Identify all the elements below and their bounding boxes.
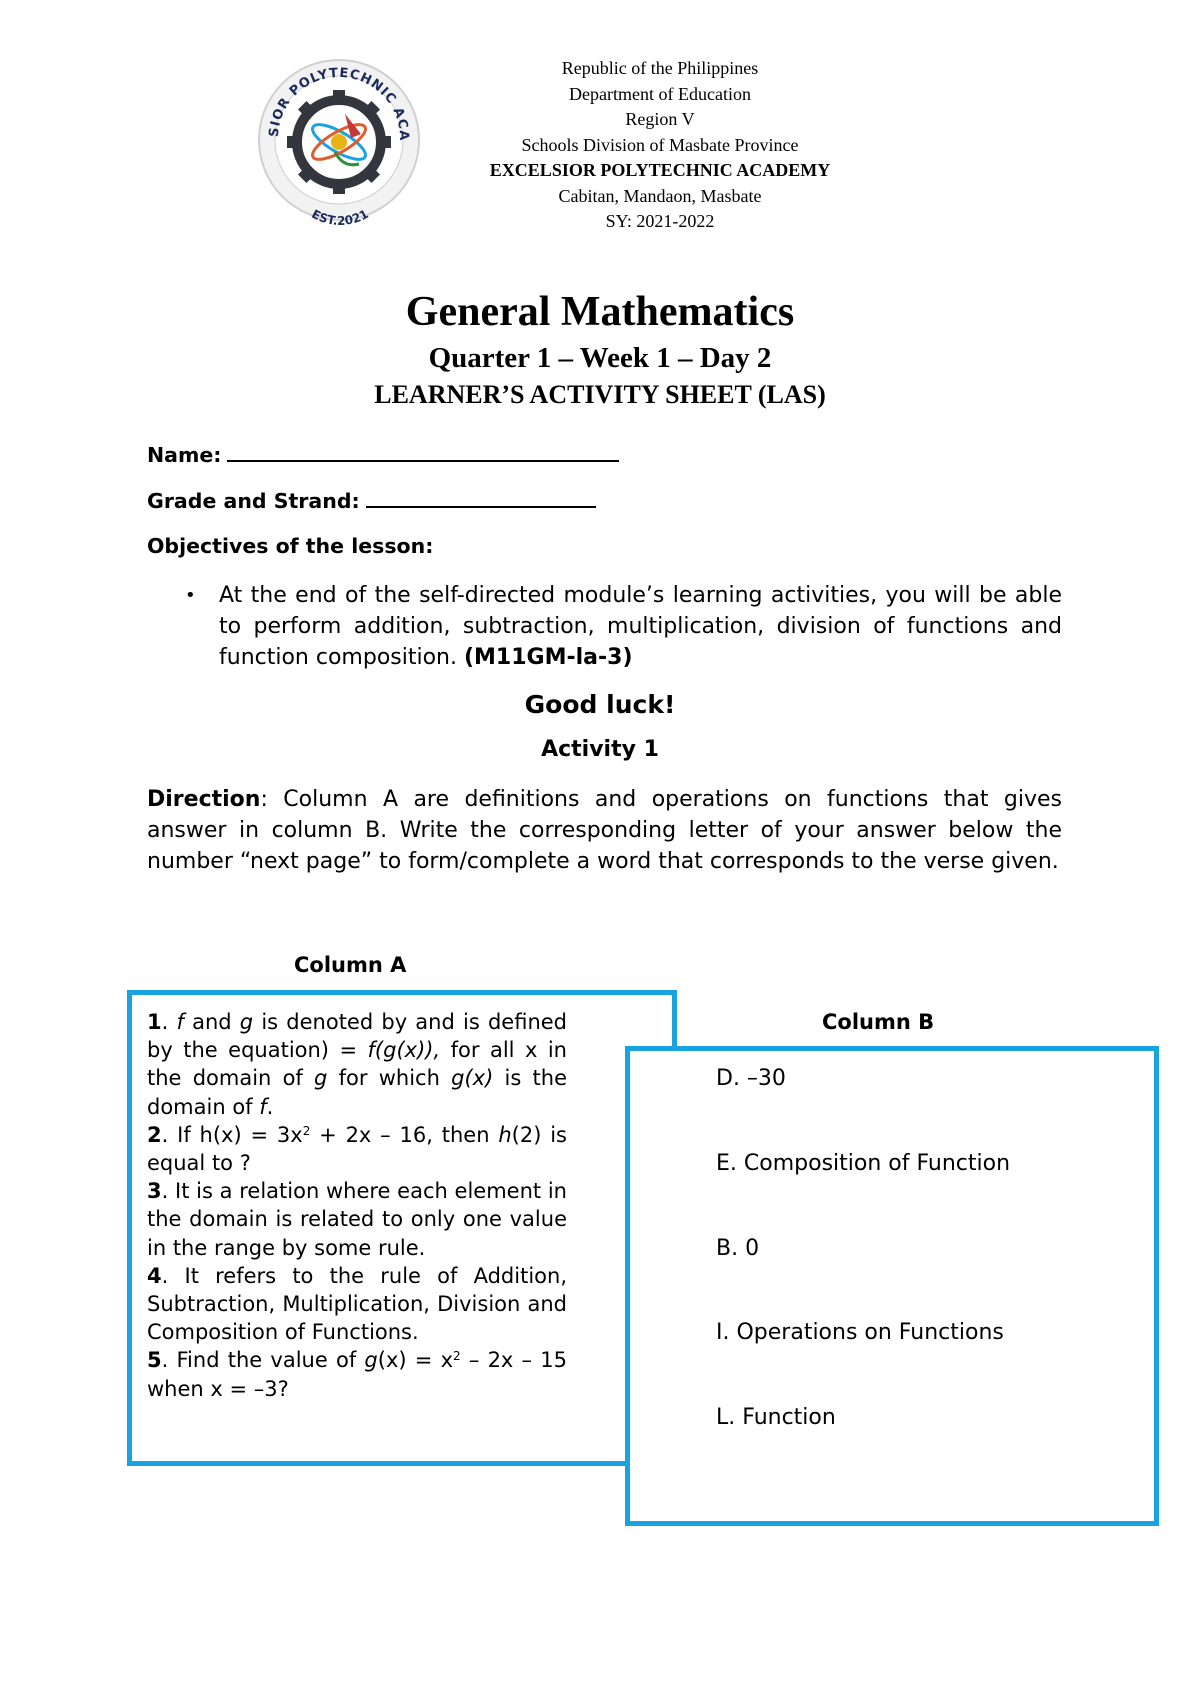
letterhead-republic: Republic of the Philippines [561,58,759,78]
item-number: 1 [147,1010,162,1034]
item-text: f(g(x)), [367,1038,441,1063]
column-a-item-5 [147,1346,567,1402]
item-number: 3 [147,1179,162,1204]
item-text: g(x) [451,1066,494,1091]
column-a-list [147,1008,567,1403]
item-text: – 2x – 15 when x = –3? [147,1348,567,1401]
direction-paragraph [147,784,1062,877]
column-b-header: Column B [822,1010,935,1034]
column-a-item-4 [147,1262,567,1347]
item-text: g [364,1348,378,1373]
item-text: + 2x – 16, then [310,1122,499,1147]
column-a-item-2 [147,1121,567,1177]
letterhead-school: EXCELSIOR POLYTECHNIC ACADEMY [489,160,831,180]
item-number: 5 [147,1348,162,1373]
item-text: g [314,1066,328,1091]
column-b-item-l: L. Function [716,1405,836,1430]
grade-strand-field [147,488,596,513]
column-b-item-d: D. –30 [716,1066,786,1091]
name-blank-line[interactable] [227,442,619,462]
bullet-point: • [185,585,196,606]
item-text: is the domain of [147,1066,567,1119]
item-text: h [498,1122,512,1147]
column-b-box [625,1046,1159,1526]
column-b-item-e: E. Composition of Function [716,1151,1011,1176]
item-text: f [176,1010,184,1034]
objective-code: (M11GM-la-3) [463,645,633,670]
item-text: f [259,1094,267,1119]
item-text: g [239,1010,254,1034]
column-b-item-i: I. Operations on Functions [716,1320,1004,1345]
item-text: . [161,1010,177,1034]
item-number: 4 [147,1263,162,1288]
good-luck-text: Good luck! [524,690,676,719]
column-a-header: Column A [294,953,407,977]
objectives-heading: Objectives of the lesson: [147,534,434,558]
activity-title: Activity 1 [541,737,659,762]
item-text: (x) = x [377,1348,454,1373]
item-text: . It refers to the rule of Addition, Subtraction, Multiplication, Division and Composition of Functions. [147,1263,567,1345]
column-a-item-3 [147,1177,567,1262]
item-text: and [183,1010,240,1034]
letterhead [400,56,920,235]
sheet-title: LEARNER’S ACTIVITY SHEET (LAS) [374,380,826,409]
item-superscript: 2 [302,1123,311,1138]
school-logo [258,46,420,228]
letterhead-address: Cabitan, Mandaon, Masbate [558,185,762,206]
name-label: Name: [147,443,222,467]
svg-text:EST.2021: EST.2021 [309,206,371,228]
column-b-item-b: B. 0 [716,1236,760,1261]
objective-item [147,580,1062,673]
grade-strand-label: Grade and Strand: [147,489,360,513]
period-subtitle: Quarter 1 – Week 1 – Day 2 [428,342,772,374]
item-text: . [266,1094,274,1119]
letterhead-school-year: SY: 2021-2022 [605,211,715,231]
direction-label: Direction [147,787,261,812]
item-number: 2 [147,1122,162,1147]
school-seal-icon [258,46,420,228]
item-text: . It is a relation where each element in the domain is related to only one value in the range by some rule. [147,1179,567,1260]
letterhead-region: Region V [625,109,695,129]
item-text: for which [327,1066,452,1091]
item-text: . If h(x) = 3x [161,1122,303,1147]
objective-text [219,580,1062,673]
subject-title: General Mathematics [405,289,795,335]
item-text: for all x in the domain of [147,1038,567,1091]
column-a-item-1 [147,1008,567,1121]
objective-body: At the end of the self-directed module’s learning activities, you will be able to perform addition, subtraction, multiplication, division of functions and function composition. [219,583,1062,670]
letterhead-division: Schools Division of Masbate Province [521,134,799,155]
item-superscript: 2 [453,1349,461,1364]
name-field [147,442,619,467]
item-text: (2) is equal to ? [147,1122,567,1176]
direction-text: : Column A are definitions and operations on functions that gives answer in column B. Write the corresponding letter of your answer below the number “next page” to form/complete a word that corresponds to the verse given. [147,787,1062,874]
item-text: . Find the value of [161,1348,365,1373]
letterhead-department: Department of Education [569,83,751,104]
item-text: is denoted by and is defined by the equation) = [147,1010,568,1063]
grade-strand-blank-line[interactable] [366,488,596,508]
svg-text:EXCELSIOR POLYTECHNIC ACADEMY: SIOR POLYTECHNIC ACA [266,65,412,142]
